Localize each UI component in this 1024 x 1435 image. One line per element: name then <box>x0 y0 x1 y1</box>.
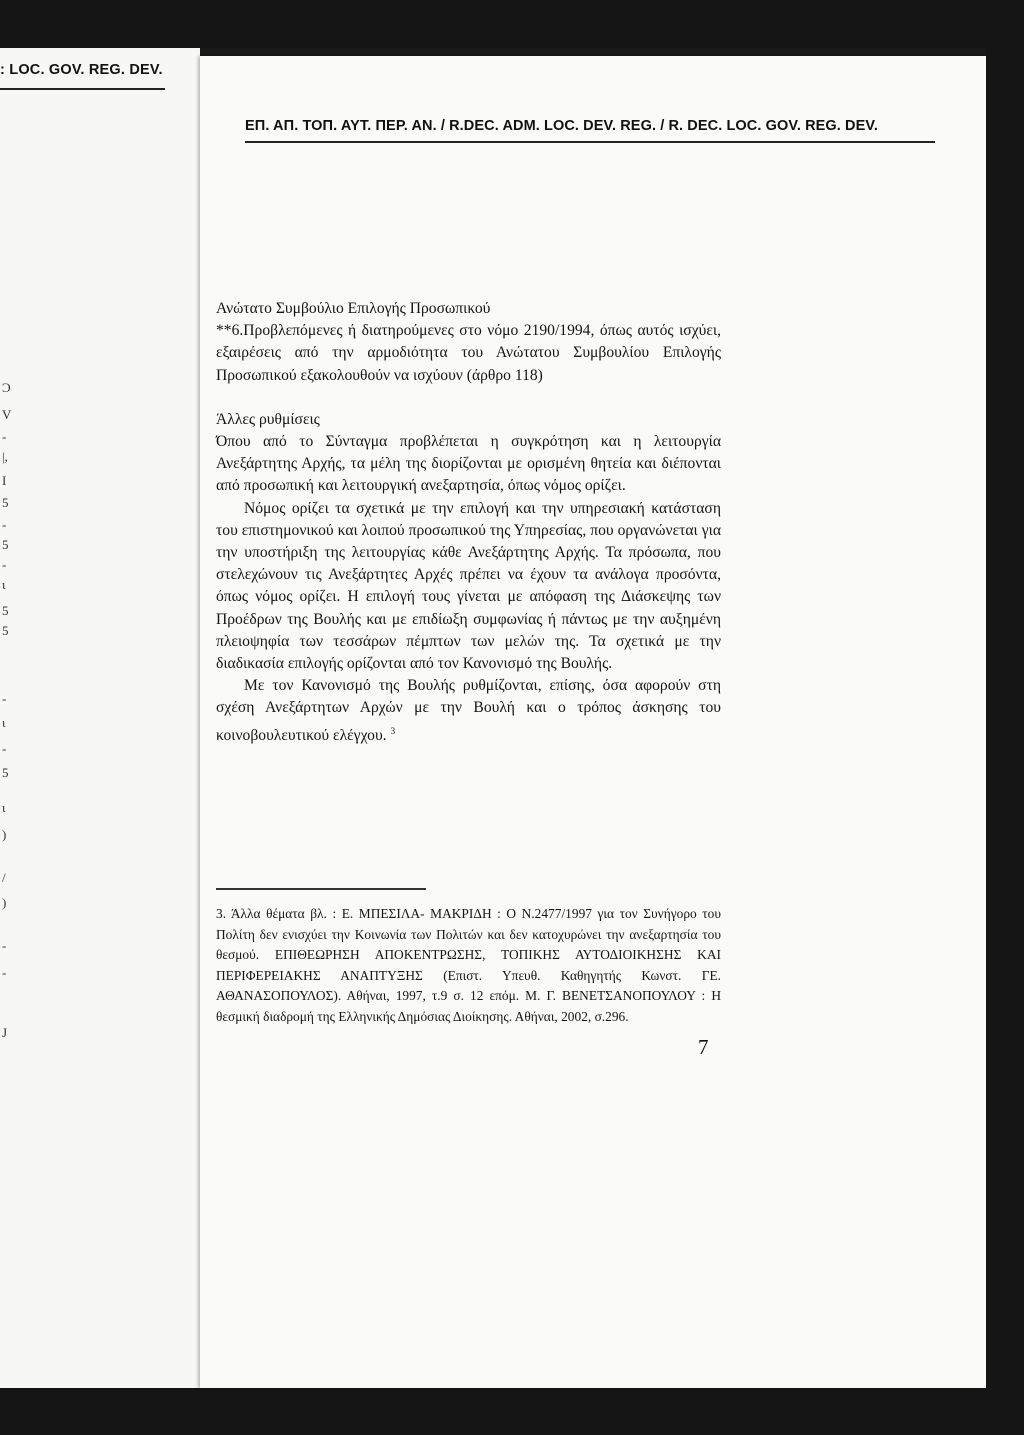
subheading-other-provisions: Άλλες ρυθμίσεις <box>216 410 320 428</box>
margin-mark: Ι <box>2 473 7 488</box>
scan-border-top <box>0 0 1024 48</box>
page-number: 7 <box>698 1035 709 1059</box>
margin-mark: - <box>2 517 7 532</box>
margin-mark: - <box>2 965 7 980</box>
paragraph-gap <box>216 387 721 409</box>
margin-mark: V <box>2 407 12 422</box>
left-page-running-header: : LOC. GOV. REG. DEV. <box>0 62 163 78</box>
margin-mark: ) <box>2 895 7 910</box>
footnote: 3. Άλλα θέματα βλ. : Ε. ΜΠΕΣΙΛΑ- ΜΑΚΡΙΔΗ : Ο Ν.2477/1997 για τον Συνήγορο του Πολίτη δεν ενισχύει την Κοινωνία των Πολιτών και δεν κατοχυρώνει την ανεξαρτησία του θεσμού. ΕΠΙΘΕΩΡΗΣΗ ΑΠΟΚΕΝΤΡΩΣΗΣ, ΤΟΠΙΚΗΣ ΑΥΤΟΔΙΟΙΚΗΣΗΣ ΚΑΙ ΠΕΡΙΦΕΡΕΙΑΚΗΣ ΑΝΑΠΤΥΞΗΣ (Επιστ. Υπευθ. Καθηγητής Κωνστ. ΓΕ. ΑΘΑΝΑΣΟΠΟΥΛΟΣ). Αθήναι, 1997, τ.9 σ. 12 επόμ. Μ. Γ. ΒΕΝΕΤΣΑΝΟΠΟΥΛΟΥ : Η θεσμική διαδρομή της Ελληνικής Δημόσιας Διοίκησης. Αθήναι, 2002, σ.296. <box>216 906 721 1024</box>
margin-mark: ι <box>2 800 6 815</box>
paragraph-parliament-rules-text: Με τον Κανονισμό της Βουλής ρυθμίζονται, επίσης, όσα αφορούν στη σχέση Ανεξάρτητων Αρχών με την Βουλή και ο τρόπος άσκησης του κοινοβουλευτικού ελέγχου. <box>216 677 721 744</box>
scan-border-right <box>986 0 1024 1435</box>
left-page <box>0 48 200 1393</box>
body-text <box>216 298 721 747</box>
margin-mark: - <box>2 429 7 444</box>
header-rule <box>245 141 935 143</box>
margin-mark: / <box>2 870 6 885</box>
margin-mark: Ͻ <box>2 380 11 395</box>
margin-mark: 5 <box>2 603 9 618</box>
paragraph-staff-selection: Νόμος ορίζει τα σχετικά με την επιλογή και την υπηρεσιακή κατάσταση του επιστημονικού και λοιπού προσωπικού της Υπηρεσίας, που οργανώνεται για την υποστήριξη της λειτουργίας κάθε Ανεξάρτητης Αρχής. Τα πρόσωπα, που στελεχώνουν τις Ανεξάρτητες Αρχές πρέπει να έχουν τα ανάλογα προσόντα, όπως νόμος ορίζει. Η επιλογή τους γίνεται με απόφαση της Διάσκεψης των Προέδρων της Βουλής και με επιδίωξη συμφωνίας ή πάντως με την αυξημένη πλειοψηφία των τεσσάρων πέμπτων των μελών της. Τα σχετικά με την διαδικασία επιλογής ορίζονται από τον Κανονισμό της Βουλής. <box>216 499 721 673</box>
margin-mark: - <box>2 938 7 953</box>
footnote-rule <box>216 888 426 890</box>
margin-mark: J <box>2 1025 8 1040</box>
margin-mark: ) <box>2 827 7 842</box>
section-heading: Ανώτατο Συμβούλιο Επιλογής Προσωπικού <box>216 300 491 317</box>
margin-mark: - <box>2 691 7 706</box>
left-header-rule <box>0 88 165 90</box>
margin-mark: - <box>2 557 7 572</box>
margin-mark: ι <box>2 577 6 592</box>
margin-mark: - <box>2 741 7 756</box>
running-header: ΕΠ. ΑΠ. ΤΟΠ. ΑΥΤ. ΠΕΡ. ΑΝ. / R.DEC. ADM. LOC. DEV. REG. / R. DEC. LOC. GOV. REG. DEV. <box>245 118 878 134</box>
margin-mark: ι <box>2 715 6 730</box>
paragraph-provisions: **6.Προβλεπόμενες ή διατηρούμενες στο νόμο 2190/1994, όπως αυτός ισχύει, εξαιρέσεις από την αρμοδιότητα του Ανώτατου Συμβουλίου Επιλογής Προσωπικού εξακολουθούν να ισχύουν (άρθρο 118) <box>216 322 721 384</box>
margin-mark: |, <box>2 449 8 464</box>
paragraph-parliament-rules <box>216 675 721 747</box>
margin-mark: 5 <box>2 537 9 552</box>
footnote-reference: 3 <box>390 725 396 736</box>
margin-mark: 5 <box>2 495 9 510</box>
paragraph-independent-authorities: Όπου από το Σύνταγμα προβλέπεται η συγκρότηση και η λειτουργία Ανεξάρτητης Αρχής, τα μέλη της διορίζονται με ορισμένη θητεία και διέπονται από προσωπική και λειτουργική ανεξαρτησία, όπως νόμος ορίζει. <box>216 433 721 495</box>
margin-mark: 5 <box>2 623 9 638</box>
scan-border-bottom <box>0 1388 1024 1435</box>
margin-mark: 5 <box>2 765 9 780</box>
